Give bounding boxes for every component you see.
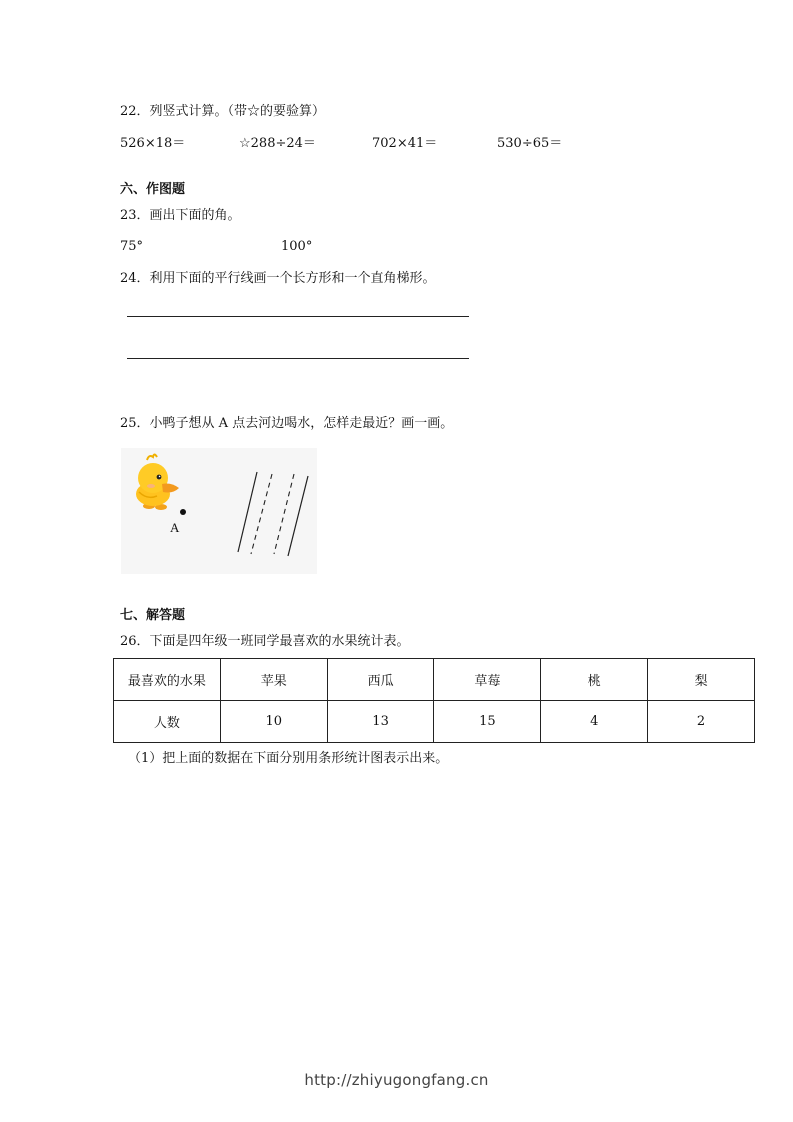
q26-title: 26．下面是四年级一班同学最喜欢的水果统计表。 bbox=[120, 634, 410, 649]
river-lines bbox=[238, 472, 308, 556]
parallel-line-bottom bbox=[127, 358, 469, 359]
parallel-line-top bbox=[127, 316, 469, 317]
table-cell-fruit: 草莓 bbox=[434, 659, 541, 701]
section7-heading: 七、解答题 bbox=[120, 608, 186, 623]
q22-title: 22．列竖式计算。（带☆的要验算） bbox=[120, 104, 326, 119]
duck-icon bbox=[136, 455, 179, 511]
table-cell-fruit: 苹果 bbox=[220, 659, 327, 701]
section6-heading: 六、作图题 bbox=[120, 182, 186, 197]
table-cell-fruit: 西瓜 bbox=[327, 659, 434, 701]
table-row-label: 人数 bbox=[114, 701, 221, 743]
table-cell-fruit: 梨 bbox=[648, 659, 755, 701]
q22-item-2: ☆288÷24＝ bbox=[239, 136, 316, 151]
table-cell-count: 2 bbox=[648, 701, 755, 743]
table-cell-count: 13 bbox=[327, 701, 434, 743]
q22-item-4: 530÷65＝ bbox=[497, 136, 563, 151]
q23-angle-1: 75° bbox=[120, 239, 144, 254]
q24-title: 24．利用下面的平行线画一个长方形和一个直角梯形。 bbox=[120, 271, 436, 286]
table-header-label: 最喜欢的水果 bbox=[114, 659, 221, 701]
fruit-statistics-table bbox=[113, 658, 755, 743]
q22-item-1: 526×18＝ bbox=[120, 136, 186, 151]
table-cell-count: 15 bbox=[434, 701, 541, 743]
table-cell-count: 4 bbox=[541, 701, 648, 743]
point-a-dot bbox=[180, 509, 186, 515]
duck-river-illustration bbox=[121, 448, 317, 574]
q23-title: 23．画出下面的角。 bbox=[120, 208, 241, 223]
q22-item-3: 702×41＝ bbox=[372, 136, 438, 151]
table-row bbox=[114, 659, 755, 701]
table-cell-count: 10 bbox=[220, 701, 327, 743]
q25-title: 25．小鸭子想从 A 点去河边喝水，怎样走最近？画一画。 bbox=[120, 416, 454, 431]
duck-river-figure bbox=[121, 448, 317, 574]
footer-url[interactable]: http://zhiyugongfang.cn bbox=[304, 1071, 489, 1089]
q26-sub1: （1）把上面的数据在下面分别用条形统计图表示出来。 bbox=[128, 751, 449, 766]
q23-angle-2: 100° bbox=[281, 239, 313, 254]
table-row bbox=[114, 701, 755, 743]
point-a-label: A bbox=[170, 520, 180, 535]
table-cell-fruit: 桃 bbox=[541, 659, 648, 701]
